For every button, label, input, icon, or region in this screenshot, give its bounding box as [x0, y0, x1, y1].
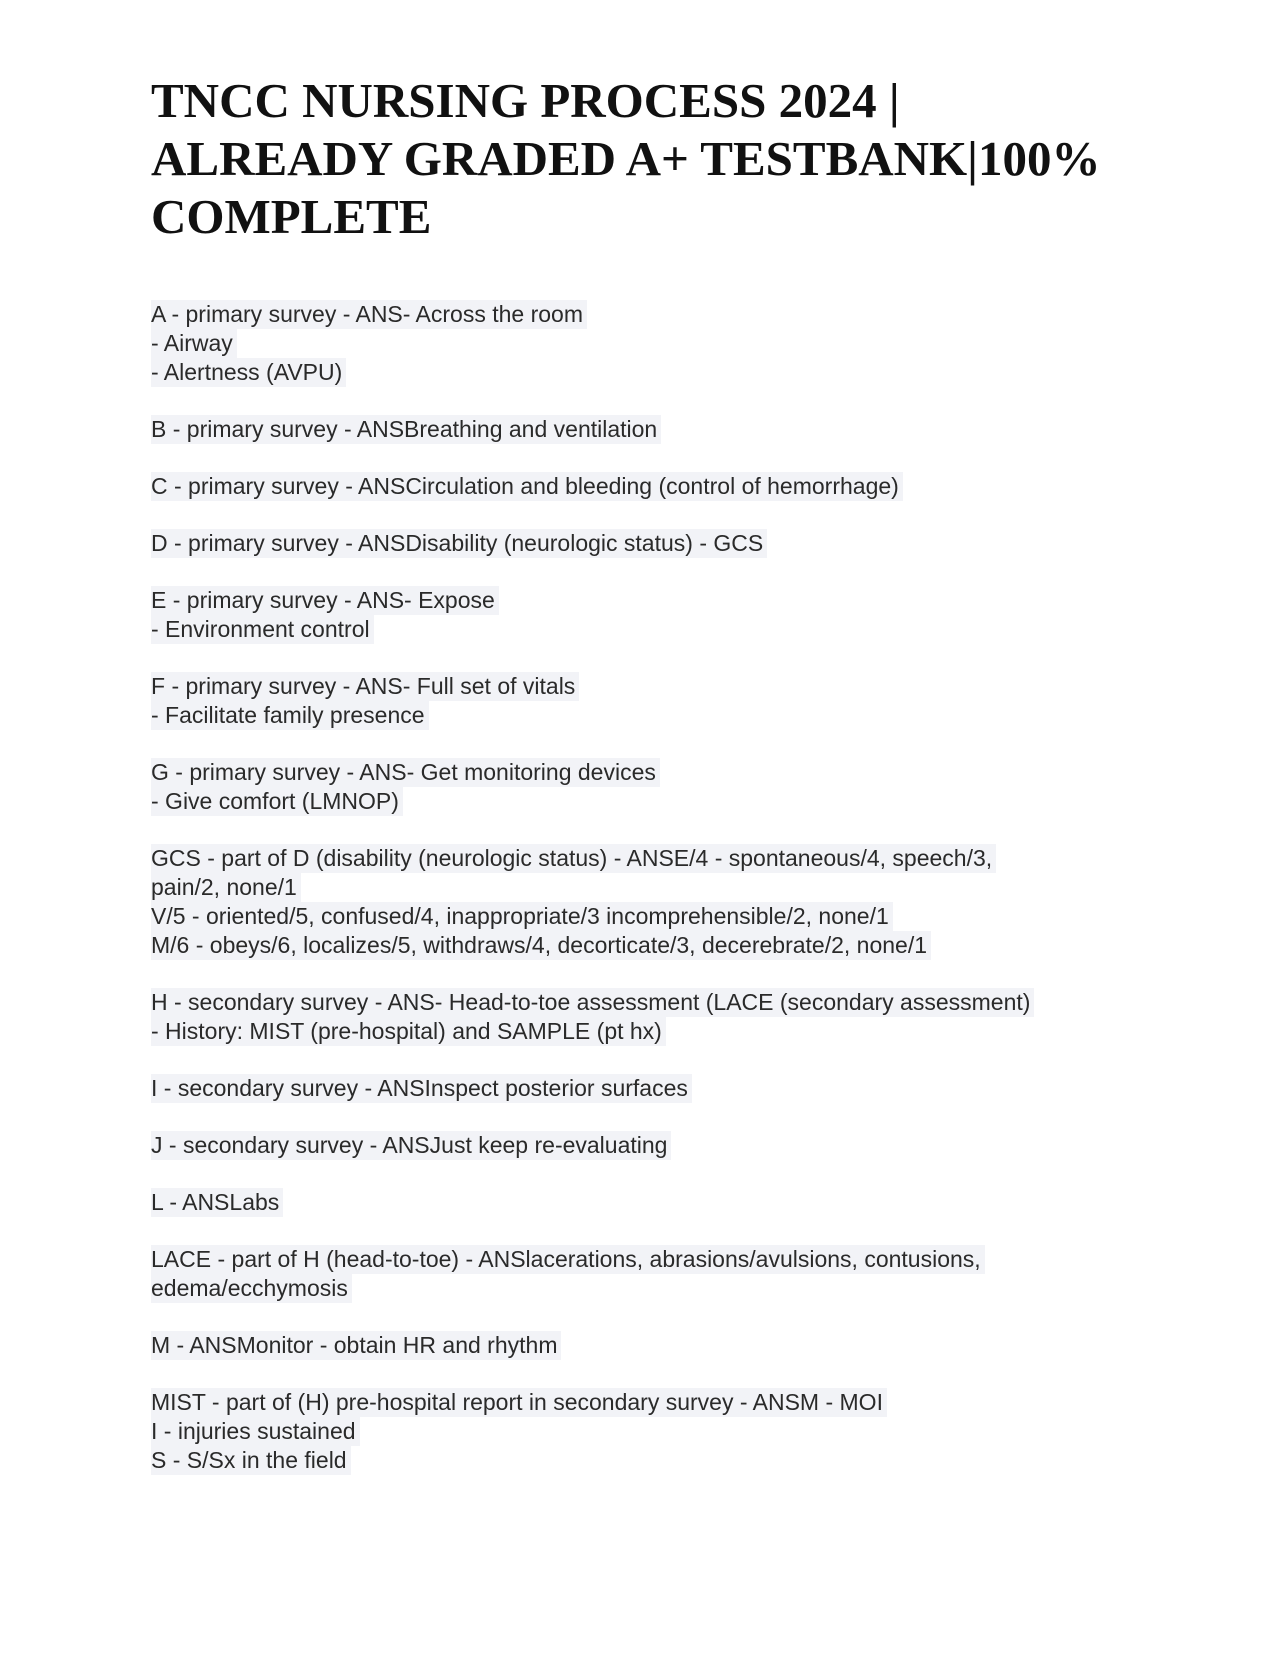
- qa-entry: [151, 1188, 1161, 1217]
- entry-question-line: M - ANSMonitor - obtain HR and rhythm: [151, 1331, 561, 1360]
- entry-answer-line: M/6 - obeys/6, localizes/5, withdraws/4, decorticate/3, decerebrate/2, none/1: [151, 931, 931, 960]
- entry-answer-line: - Facilitate family presence: [151, 701, 429, 730]
- entry-question-line: C - primary survey - ANSCirculation and bleeding (control of hemorrhage): [151, 472, 903, 501]
- qa-entry: [151, 472, 1161, 501]
- entry-answer-line: - Alertness (AVPU): [151, 358, 346, 387]
- entry-answer-line: - Environment control: [151, 615, 374, 644]
- entry-question-line: E - primary survey - ANS- Expose: [151, 586, 499, 615]
- entry-question-line: J - secondary survey - ANSJust keep re-evaluating: [151, 1131, 671, 1160]
- qa-entry: [151, 586, 1161, 644]
- entry-question-line: H - secondary survey - ANS- Head-to-toe assessment (LACE (secondary assessment): [151, 988, 1034, 1017]
- document-title: [151, 72, 1171, 246]
- entry-question-line: B - primary survey - ANSBreathing and ventilation: [151, 415, 661, 444]
- qa-entries: [151, 300, 1161, 1503]
- entry-question-line: F - primary survey - ANS- Full set of vitals: [151, 672, 579, 701]
- title-line: COMPLETE: [151, 189, 432, 244]
- qa-entry: [151, 758, 1161, 816]
- qa-entry: [151, 1388, 1161, 1475]
- entry-answer-line: - Give comfort (LMNOP): [151, 787, 403, 816]
- entry-question-line: I - secondary survey - ANSInspect posterior surfaces: [151, 1074, 692, 1103]
- title-line: TNCC NURSING PROCESS 2024 |: [151, 73, 900, 128]
- qa-entry: [151, 529, 1161, 558]
- entry-question-line: D - primary survey - ANSDisability (neurologic status) - GCS: [151, 529, 767, 558]
- entry-question-line: G - primary survey - ANS- Get monitoring devices: [151, 758, 660, 787]
- qa-entry: [151, 300, 1161, 387]
- qa-entry: [151, 1074, 1161, 1103]
- qa-entry: [151, 1245, 1161, 1303]
- entry-answer-line: S - S/Sx in the field: [151, 1446, 351, 1475]
- entry-answer-line: - History: MIST (pre-hospital) and SAMPLE (pt hx): [151, 1017, 666, 1046]
- entry-answer-line: V/5 - oriented/5, confused/4, inappropriate/3 incomprehensible/2, none/1: [151, 902, 893, 931]
- entry-question-line: LACE - part of H (head-to-toe) - ANSlacerations, abrasions/avulsions, contusions,: [151, 1245, 985, 1274]
- qa-entry: [151, 844, 1161, 960]
- title-line: ALREADY GRADED A+ TESTBANK|100%: [151, 131, 1101, 186]
- entry-question-line: GCS - part of D (disability (neurologic status) - ANSE/4 - spontaneous/4, speech/3,: [151, 844, 996, 873]
- qa-entry: [151, 415, 1161, 444]
- qa-entry: [151, 1131, 1161, 1160]
- entry-question-line: MIST - part of (H) pre-hospital report in secondary survey - ANSM - MOI: [151, 1388, 887, 1417]
- entry-answer-line: pain/2, none/1: [151, 873, 301, 902]
- qa-entry: [151, 672, 1161, 730]
- entry-answer-line: I - injuries sustained: [151, 1417, 360, 1446]
- entry-question-line: A - primary survey - ANS- Across the room: [151, 300, 587, 329]
- entry-question-line: L - ANSLabs: [151, 1188, 283, 1217]
- entry-answer-line: edema/ecchymosis: [151, 1274, 352, 1303]
- qa-entry: [151, 1331, 1161, 1360]
- qa-entry: [151, 988, 1161, 1046]
- entry-answer-line: - Airway: [151, 329, 237, 358]
